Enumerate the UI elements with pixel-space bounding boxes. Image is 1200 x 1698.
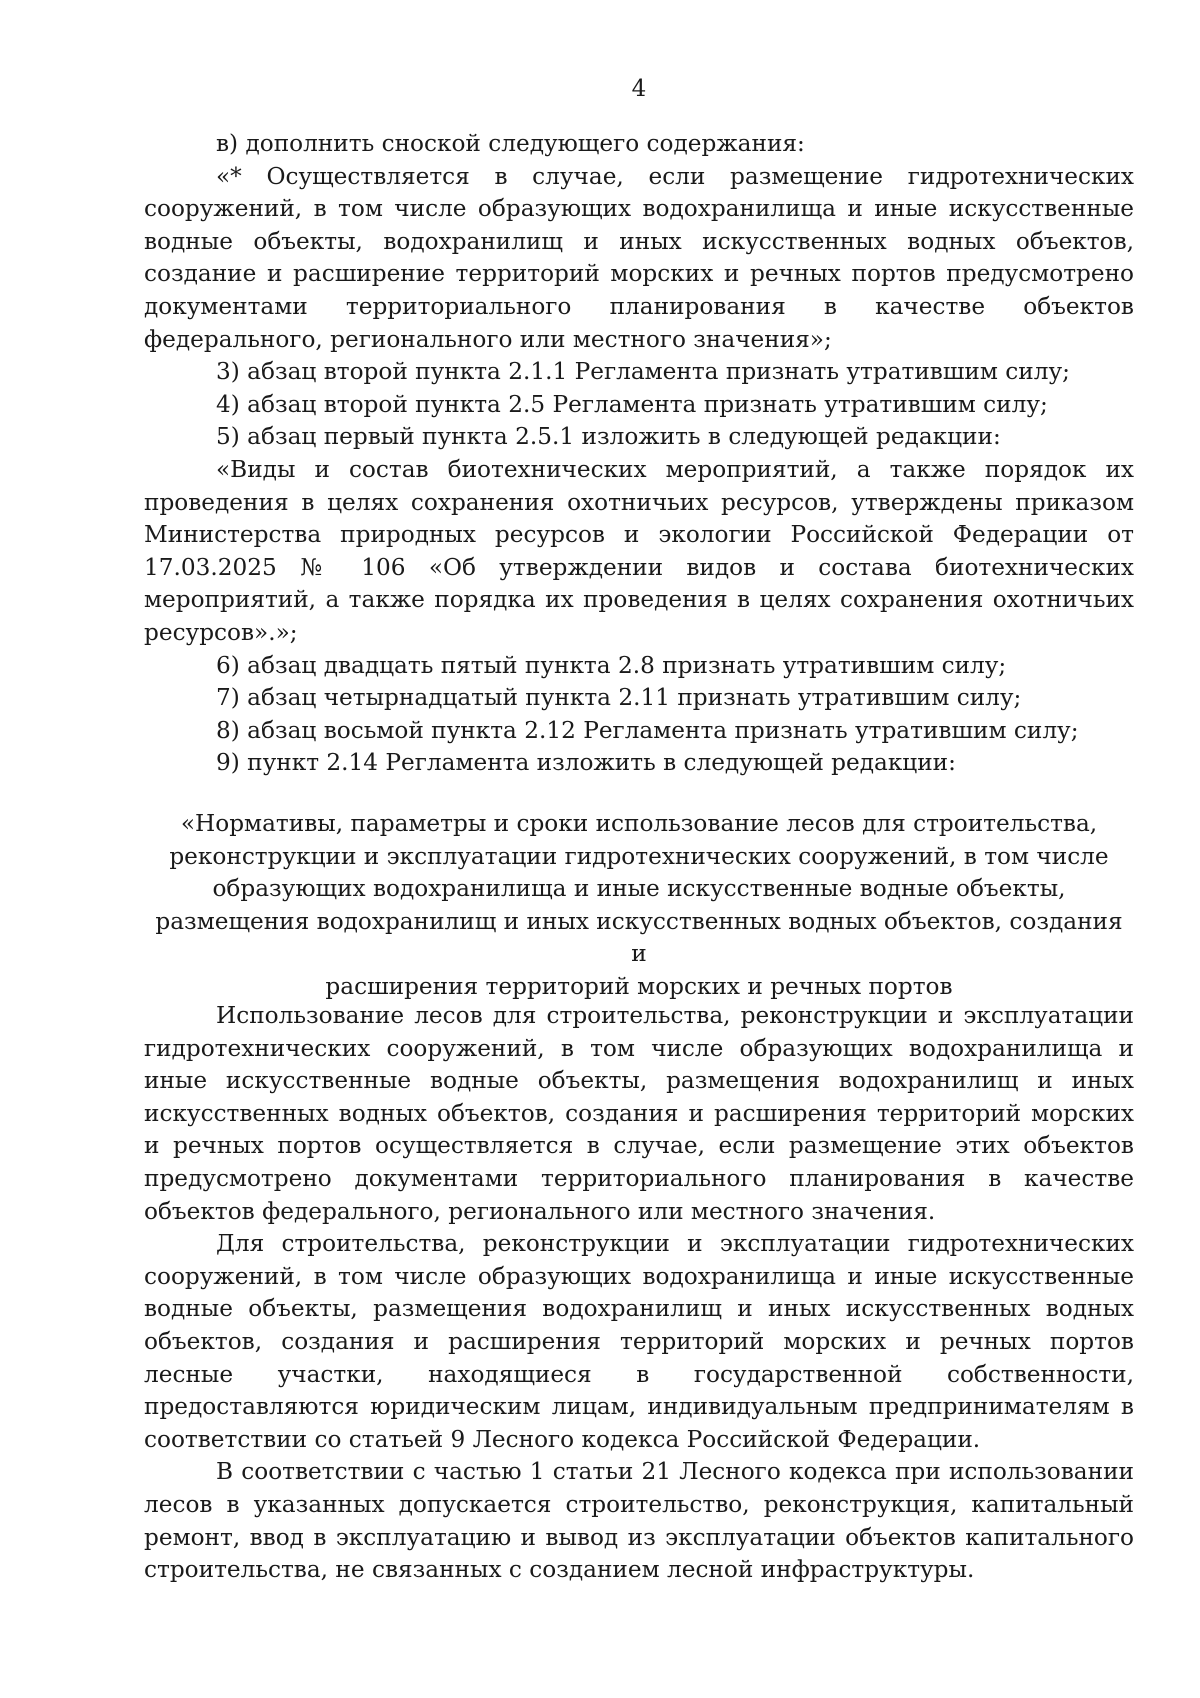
paragraph: в) дополнить сноской следующего содержания:: [216, 130, 805, 157]
paragraph: 3) абзац второй пункта 2.1.1 Регламента признать утратившим силу;: [216, 358, 1070, 386]
paragraph: Использование лесов для строительства, реконструкции и эксплуатации гидротехнических сооружений, в том числе образующих водохранилища и иные искусственные водные объекты, размещения водохранилищ и иных искусственных водных объектов, создания и расширения территорий морских и речных портов осуществляется в случае, если размещение этих объектов предусмотрено документами территориального планирования в качестве объектов федерального, регионального или местного значения.: [144, 1002, 1134, 1225]
paragraph: 4) абзац второй пункта 2.5 Регламента признать утратившим силу;: [216, 390, 1048, 418]
paragraph: Для строительства, реконструкции и эксплуатации гидротехнических сооружений, в том числе образующих водохранилища и иные искусственные водные объекты, размещения водохранилищ и иных искусственных водных объектов, создания и расширения территорий морских и речных портов лесные участки, находящиеся в государственной собственности, предоставляются юридическим лицам, индивидуальным предпринимателям в соответствии со статьей 9 Лесного кодекса Российской Федерации.: [144, 1230, 1134, 1453]
body-text-bottom: [144, 1000, 1134, 1587]
paragraph: 5) абзац первый пункта 2.5.1 изложить в следующей редакции:: [216, 423, 1001, 451]
section-heading: [144, 808, 1134, 1004]
page-number: 4: [631, 76, 647, 102]
heading-line: расширения территорий морских и речных портов: [325, 972, 953, 1000]
paragraph: В соответствии с частью 1 статьи 21 Лесного кодекса при использовании лесов в указанных допускается строительство, реконструкция, капитальный ремонт, ввод в эксплуатацию и вывод из эксплуатации объектов капитального строительства, не связанных с созданием лесной инфраструктуры.: [144, 1458, 1134, 1584]
heading-line: реконструкции и эксплуатации гидротехнических сооружений, в том числе: [169, 842, 1109, 870]
paragraph: «Виды и состав биотехнических мероприятий, а также порядок их проведения в целях сохранения охотничьих ресурсов, утверждены приказом Министерства природных ресурсов и экологии Российской Федерации от 17.03.2025 № 106 «Об утверждении видов и состава биотехнических мероприятий, а также порядка их проведения в целях сохранения охотничьих ресурсов».»;: [144, 455, 1134, 646]
paragraph: 9) пункт 2.14 Регламента изложить в следующей редакции:: [216, 749, 956, 777]
heading-line: размещения водохранилищ и иных искусственных водных объектов, создания и: [155, 907, 1123, 968]
paragraph: 7) абзац четырнадцатый пункта 2.11 признать утратившим силу;: [216, 684, 1022, 712]
heading-line: «Нормативы, параметры и сроки использование лесов для строительства,: [180, 810, 1098, 837]
paragraph: 6) абзац двадцать пятый пункта 2.8 признать утратившим силу;: [216, 651, 1007, 679]
paragraph: «* Осуществляется в случае, если размещение гидротехнических сооружений, в том числе образующих водохранилища и иные искусственные водные объекты, водохранилищ и иных искусственных водных объектов, создание и расширение территорий морских и речных портов предусмотрено документами территориального планирования в качестве объектов федерального, регионального или местного значения»;: [144, 162, 1134, 353]
body-text-top: [144, 128, 1134, 780]
heading-line: образующих водохранилища и иные искусственные водные объекты,: [212, 875, 1066, 903]
paragraph: 8) абзац восьмой пункта 2.12 Регламента признать утратившим силу;: [216, 716, 1079, 744]
